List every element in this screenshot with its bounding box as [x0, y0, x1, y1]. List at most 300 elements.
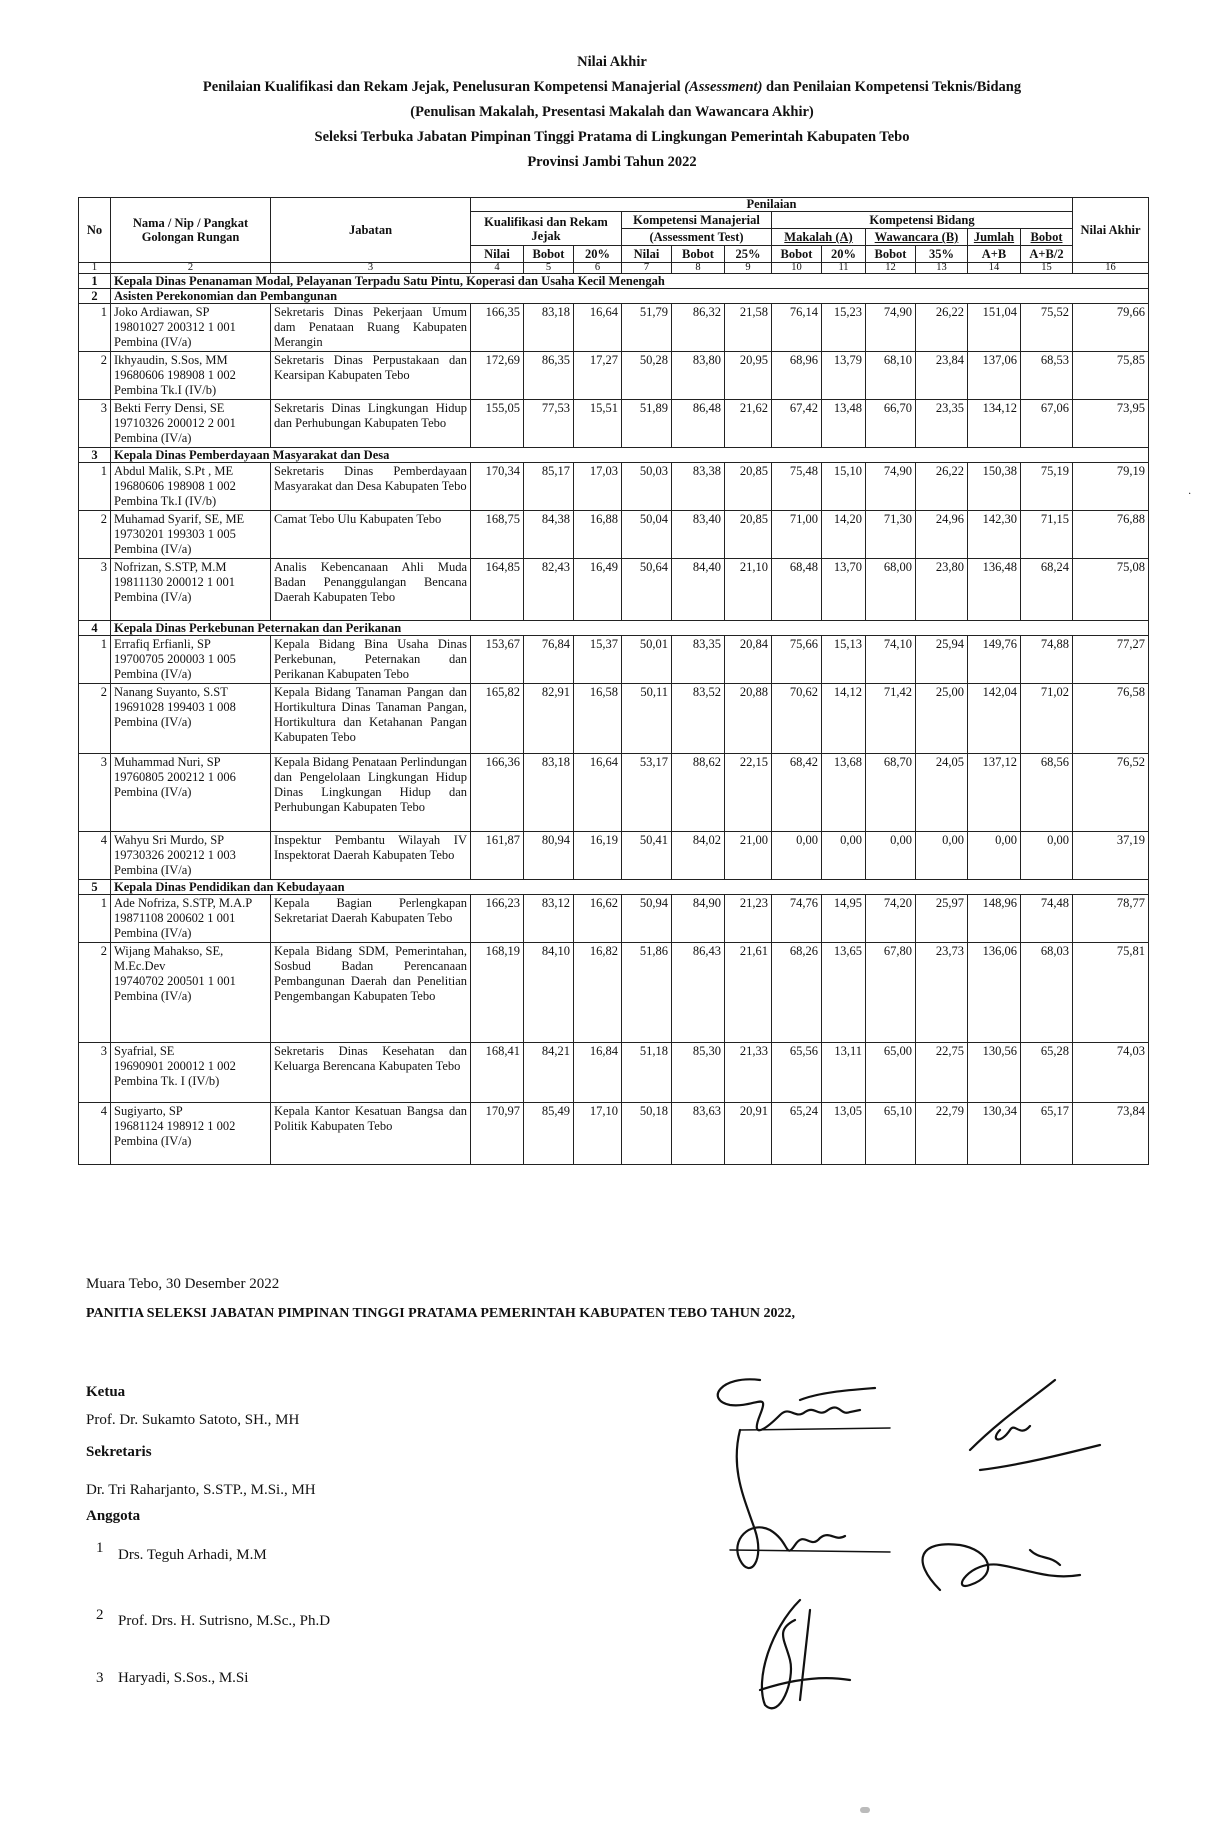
score-cell: 136,48	[968, 559, 1021, 621]
score-cell: 80,94	[524, 832, 574, 880]
header-sub-8: Bobot	[866, 246, 916, 263]
candidate-nip: 19730326 200212 1 003	[114, 848, 236, 862]
score-cell: 0,00	[866, 832, 916, 880]
score-cell: 50,11	[622, 684, 672, 754]
row-number: 2	[79, 352, 111, 400]
score-cell: 50,28	[622, 352, 672, 400]
score-cell: 74,90	[866, 304, 916, 352]
final-score: 76,58	[1073, 684, 1149, 754]
header-kualifikasi: Kualifikasi dan Rekam Jejak	[471, 212, 622, 246]
column-index: 14	[968, 263, 1021, 274]
header-penilaian: Penilaian	[471, 198, 1073, 212]
score-cell: 67,80	[866, 943, 916, 1043]
score-cell: 21,62	[725, 400, 772, 448]
candidate-position: Kepala Bagian Perlengkapan Sekretariat Daerah Kabupaten Tebo	[271, 895, 471, 943]
header-sub-2: 20%	[574, 246, 622, 263]
score-cell: 68,70	[866, 754, 916, 832]
candidate-rank: Pembina (IV/a)	[114, 335, 192, 349]
sekretaris-label: Sekretaris	[86, 1444, 152, 1460]
score-cell: 83,18	[524, 304, 574, 352]
score-cell: 0,00	[968, 832, 1021, 880]
score-cell: 83,40	[672, 511, 725, 559]
score-cell: 23,80	[916, 559, 968, 621]
section-row	[79, 880, 1149, 895]
score-cell: 21,23	[725, 895, 772, 943]
score-cell: 74,76	[772, 895, 822, 943]
candidate-position: Sekretaris Dinas Perpustakaan dan Kearsipan Kabupaten Tebo	[271, 352, 471, 400]
score-cell: 142,30	[968, 511, 1021, 559]
candidate-name: Bekti Ferry Densi, SE	[114, 401, 225, 415]
score-cell: 13,70	[822, 559, 866, 621]
score-cell: 22,75	[916, 1043, 968, 1103]
table-row	[79, 684, 1149, 754]
candidate-nip: 19680606 198908 1 002	[114, 479, 236, 493]
score-cell: 86,32	[672, 304, 725, 352]
signature-sekretaris	[970, 1380, 1100, 1470]
row-number: 2	[79, 943, 111, 1043]
score-cell: 83,63	[672, 1103, 725, 1165]
table-row	[79, 636, 1149, 684]
row-number: 1	[79, 304, 111, 352]
score-cell: 67,42	[772, 400, 822, 448]
candidate-cell	[111, 463, 271, 511]
section-title: Kepala Dinas Perkebunan Peternakan dan Perikanan	[111, 621, 1149, 636]
signature-ketua	[718, 1379, 875, 1430]
score-cell: 84,21	[524, 1043, 574, 1103]
candidate-name: Sugiyarto, SP	[114, 1104, 183, 1118]
candidate-name: Joko Ardiawan, SP	[114, 305, 210, 319]
score-cell: 13,79	[822, 352, 866, 400]
score-cell: 16,62	[574, 895, 622, 943]
document-title-block	[0, 50, 1224, 175]
score-cell: 24,96	[916, 511, 968, 559]
score-cell: 50,64	[622, 559, 672, 621]
score-cell: 151,04	[968, 304, 1021, 352]
score-cell: 71,30	[866, 511, 916, 559]
score-cell: 161,87	[471, 832, 524, 880]
table-row	[79, 754, 1149, 832]
anggota-label: Anggota	[86, 1508, 141, 1524]
section-title: Kepala Dinas Pemberdayaan Masyarakat dan Desa	[111, 448, 1149, 463]
row-number: 4	[79, 832, 111, 880]
score-cell: 70,62	[772, 684, 822, 754]
score-cell: 20,91	[725, 1103, 772, 1165]
candidate-rank: Pembina (IV/a)	[114, 715, 192, 729]
score-cell: 137,06	[968, 352, 1021, 400]
header-sub-3: Nilai	[622, 246, 672, 263]
title-line-3: (Penulisan Makalah, Presentasi Makalah dan Wawancara Akhir)	[410, 104, 814, 120]
title-line-2: Penilaian Kualifikasi dan Rekam Jejak, Penelusuran Kompetensi Manajerial (Assessment) dan Penilaian Kompetensi Teknis/Bidang	[202, 79, 1022, 95]
candidate-cell	[111, 636, 271, 684]
score-cell: 16,49	[574, 559, 622, 621]
candidate-nip: 19700705 200003 1 005	[114, 652, 236, 666]
score-cell: 23,84	[916, 352, 968, 400]
score-cell: 22,79	[916, 1103, 968, 1165]
score-cell: 13,05	[822, 1103, 866, 1165]
score-cell: 23,35	[916, 400, 968, 448]
final-score: 76,88	[1073, 511, 1149, 559]
candidate-name: Abdul Malik, S.Pt , ME	[114, 464, 234, 478]
header-kompetensi-manajerial: Kompetensi Manajerial	[622, 212, 772, 229]
table-row	[79, 1103, 1149, 1165]
score-cell: 74,10	[866, 636, 916, 684]
table-row	[79, 1043, 1149, 1103]
column-index: 10	[772, 263, 822, 274]
score-cell: 16,64	[574, 754, 622, 832]
score-cell: 20,88	[725, 684, 772, 754]
score-cell: 83,80	[672, 352, 725, 400]
member-name: Haryadi, S.Sos., M.Si	[118, 1670, 249, 1686]
candidate-cell	[111, 559, 271, 621]
signature-anggota-3	[760, 1600, 850, 1708]
score-cell: 77,53	[524, 400, 574, 448]
score-cell: 74,88	[1021, 636, 1073, 684]
score-cell: 20,84	[725, 636, 772, 684]
score-cell: 68,53	[1021, 352, 1073, 400]
candidate-name: Muhammad Nuri, SP	[114, 755, 221, 769]
row-number: 3	[79, 559, 111, 621]
candidate-rank: Pembina (IV/a)	[114, 590, 192, 604]
header-sub-10: A+B	[968, 246, 1021, 263]
score-cell: 75,52	[1021, 304, 1073, 352]
header-makalah: Makalah (A)	[772, 229, 866, 246]
score-cell: 76,84	[524, 636, 574, 684]
score-cell: 0,00	[916, 832, 968, 880]
score-cell: 170,34	[471, 463, 524, 511]
candidate-position: Sekretaris Dinas Lingkungan Hidup dan Perhubungan Kabupaten Tebo	[271, 400, 471, 448]
score-cell: 65,00	[866, 1043, 916, 1103]
signatures	[700, 1360, 1140, 1720]
score-cell: 166,36	[471, 754, 524, 832]
score-cell: 85,17	[524, 463, 574, 511]
candidate-name: Ikhyaudin, S.Sos, MM	[114, 353, 228, 367]
column-index: 3	[271, 263, 471, 274]
section-number: 2	[79, 289, 111, 304]
score-cell: 85,49	[524, 1103, 574, 1165]
score-cell: 0,00	[822, 832, 866, 880]
score-cell: 16,19	[574, 832, 622, 880]
score-cell: 20,85	[725, 463, 772, 511]
candidate-cell	[111, 352, 271, 400]
candidate-rank: Pembina (IV/a)	[114, 667, 192, 681]
row-number: 1	[79, 895, 111, 943]
score-cell: 85,30	[672, 1043, 725, 1103]
header-sub-9: 35%	[916, 246, 968, 263]
scan-mark: ․	[1188, 486, 1192, 497]
score-cell: 68,42	[772, 754, 822, 832]
table-row	[79, 352, 1149, 400]
score-cell: 50,41	[622, 832, 672, 880]
member-name: Drs. Teguh Arhadi, M.M	[118, 1547, 267, 1563]
score-cell: 15,23	[822, 304, 866, 352]
score-cell: 51,18	[622, 1043, 672, 1103]
score-cell: 88,62	[672, 754, 725, 832]
score-cell: 166,23	[471, 895, 524, 943]
score-cell: 148,96	[968, 895, 1021, 943]
score-cell: 51,79	[622, 304, 672, 352]
score-cell: 16,82	[574, 943, 622, 1043]
row-number: 3	[79, 1043, 111, 1103]
section-number: 4	[79, 621, 111, 636]
score-cell: 74,20	[866, 895, 916, 943]
score-cell: 66,70	[866, 400, 916, 448]
score-cell: 15,13	[822, 636, 866, 684]
score-cell: 134,12	[968, 400, 1021, 448]
column-index: 15	[1021, 263, 1073, 274]
final-score: 75,08	[1073, 559, 1149, 621]
column-index: 13	[916, 263, 968, 274]
score-cell: 50,04	[622, 511, 672, 559]
score-cell: 168,41	[471, 1043, 524, 1103]
score-cell: 26,22	[916, 463, 968, 511]
score-cell: 65,24	[772, 1103, 822, 1165]
score-cell: 21,58	[725, 304, 772, 352]
candidate-name: Wijang Mahakso, SE, M.Ec.Dev	[114, 944, 224, 973]
candidate-rank: Pembina (IV/a)	[114, 1134, 192, 1148]
candidate-nip: 19680606 198908 1 002	[114, 368, 236, 382]
candidate-cell	[111, 511, 271, 559]
candidate-rank: Pembina (IV/a)	[114, 863, 192, 877]
row-number: 2	[79, 511, 111, 559]
score-cell: 22,15	[725, 754, 772, 832]
column-index: 6	[574, 263, 622, 274]
column-index: 9	[725, 263, 772, 274]
table-row	[79, 463, 1149, 511]
row-number: 2	[79, 684, 111, 754]
final-score: 79,19	[1073, 463, 1149, 511]
score-cell: 83,38	[672, 463, 725, 511]
column-index: 12	[866, 263, 916, 274]
member-number: 3	[96, 1670, 104, 1686]
header-sub-7: 20%	[822, 246, 866, 263]
score-cell: 68,00	[866, 559, 916, 621]
score-cell: 24,05	[916, 754, 968, 832]
header-index-row	[79, 263, 1149, 274]
header-nama: Nama / Nip / Pangkat Golongan Rungan	[111, 198, 271, 263]
section-title: Kepala Dinas Penanaman Modal, Pelayanan Terpadu Satu Pintu, Koperasi dan Usaha Kecil Menengah	[111, 274, 1149, 289]
member-number: 2	[96, 1607, 104, 1623]
candidate-name: Muhamad Syarif, SE, ME	[114, 512, 245, 526]
header-kompetensi-bidang: Kompetensi Bidang	[772, 212, 1073, 229]
section-row	[79, 448, 1149, 463]
score-cell: 71,15	[1021, 511, 1073, 559]
row-number: 4	[79, 1103, 111, 1165]
candidate-position: Kepala Kantor Kesatuan Bangsa dan Politik Kabupaten Tebo	[271, 1103, 471, 1165]
score-cell: 16,84	[574, 1043, 622, 1103]
candidate-cell	[111, 943, 271, 1043]
header-nilai-akhir: Nilai Akhir	[1073, 198, 1149, 263]
row-number: 1	[79, 636, 111, 684]
header-no: No	[79, 198, 111, 263]
score-cell: 75,19	[1021, 463, 1073, 511]
score-cell: 16,58	[574, 684, 622, 754]
score-cell: 25,00	[916, 684, 968, 754]
candidate-position: Kepala Bidang Penataan Perlindungan dan Pengelolaan Lingkungan Hidup Dinas Lingkungan Hidup dan Perhubungan Kabupaten Tebo	[271, 754, 471, 832]
candidate-cell	[111, 1103, 271, 1165]
score-cell: 50,18	[622, 1103, 672, 1165]
score-cell: 20,85	[725, 511, 772, 559]
candidate-rank: Pembina Tk. I (IV/b)	[114, 1074, 220, 1088]
final-score: 78,77	[1073, 895, 1149, 943]
score-cell: 84,40	[672, 559, 725, 621]
scores-table-wrapper	[78, 197, 1148, 1165]
final-score: 77,27	[1073, 636, 1149, 684]
candidate-cell	[111, 832, 271, 880]
table-row	[79, 511, 1149, 559]
score-cell: 86,43	[672, 943, 725, 1043]
candidate-nip: 19681124 198912 1 002	[114, 1119, 236, 1133]
score-cell: 86,48	[672, 400, 725, 448]
final-score: 76,52	[1073, 754, 1149, 832]
score-cell: 137,12	[968, 754, 1021, 832]
score-cell: 65,28	[1021, 1043, 1073, 1103]
score-cell: 170,97	[471, 1103, 524, 1165]
score-cell: 65,17	[1021, 1103, 1073, 1165]
score-cell: 164,85	[471, 559, 524, 621]
candidate-name: Wahyu Sri Murdo, SP	[114, 833, 225, 847]
score-cell: 21,61	[725, 943, 772, 1043]
score-cell: 15,37	[574, 636, 622, 684]
score-cell: 84,38	[524, 511, 574, 559]
score-cell: 13,68	[822, 754, 866, 832]
candidate-name: Errafiq Erfianli, SP	[114, 637, 211, 651]
table-row	[79, 304, 1149, 352]
section-row	[79, 274, 1149, 289]
section-title: Kepala Dinas Pendidikan dan Kebudayaan	[111, 880, 1149, 895]
score-cell: 71,02	[1021, 684, 1073, 754]
ketua-name: Prof. Dr. Sukamto Satoto, SH., MH	[86, 1412, 300, 1428]
final-score: 75,85	[1073, 352, 1149, 400]
table-body	[79, 274, 1149, 1165]
score-cell: 17,10	[574, 1103, 622, 1165]
score-cell: 68,48	[772, 559, 822, 621]
score-cell: 51,89	[622, 400, 672, 448]
score-cell: 26,22	[916, 304, 968, 352]
score-cell: 130,56	[968, 1043, 1021, 1103]
score-cell: 23,73	[916, 943, 968, 1043]
score-cell: 82,91	[524, 684, 574, 754]
section-title: Asisten Perekonomian dan Pembangunan	[111, 289, 1149, 304]
score-cell: 14,12	[822, 684, 866, 754]
candidate-position: Kepala Bidang Bina Usaha Dinas Perkebunan, Peternakan dan Perikanan Kabupaten Tebo	[271, 636, 471, 684]
candidate-position: Kepala Bidang SDM, Pemerintahan, Sosbud Badan Perencanaan Pembangunan Daerah dan Penelitian Pengembangan Kabupaten Tebo	[271, 943, 471, 1043]
candidate-name: Ade Nofriza, S.STP, M.A.P	[114, 896, 253, 910]
header-sub-0: Nilai	[471, 246, 524, 263]
candidate-rank: Pembina (IV/a)	[114, 785, 192, 799]
score-cell: 68,03	[1021, 943, 1073, 1043]
final-score: 37,19	[1073, 832, 1149, 880]
score-cell: 50,94	[622, 895, 672, 943]
column-index: 7	[622, 263, 672, 274]
column-index: 2	[111, 263, 271, 274]
section-number: 5	[79, 880, 111, 895]
candidate-cell	[111, 684, 271, 754]
score-cell: 75,66	[772, 636, 822, 684]
candidate-position: Sekretaris Dinas Kesehatan dan Keluarga Berencana Kabupaten Tebo	[271, 1043, 471, 1103]
header-jabatan: Jabatan	[271, 198, 471, 263]
header-jumlah: Jumlah	[968, 229, 1021, 246]
score-cell: 68,96	[772, 352, 822, 400]
candidate-position: Sekretaris Dinas Pekerjaan Umum dam Penataan Ruang Kabupaten Merangin	[271, 304, 471, 352]
candidate-nip: 19691028 199403 1 008	[114, 700, 236, 714]
header-sub-5: 25%	[725, 246, 772, 263]
candidate-rank: Pembina (IV/a)	[114, 989, 192, 1003]
candidate-nip: 19710326 200012 2 001	[114, 416, 236, 430]
score-cell: 83,35	[672, 636, 725, 684]
candidate-rank: Pembina Tk.I (IV/b)	[114, 383, 217, 397]
score-cell: 50,03	[622, 463, 672, 511]
score-cell: 142,04	[968, 684, 1021, 754]
section-row	[79, 621, 1149, 636]
final-score: 75,81	[1073, 943, 1149, 1043]
score-cell: 155,05	[471, 400, 524, 448]
candidate-position: Kepala Bidang Tanaman Pangan dan Hortikultura Dinas Tanaman Pangan, Hortikultura dan Ketahanan Pangan Kabupaten Tebo	[271, 684, 471, 754]
column-index: 8	[672, 263, 725, 274]
signature-anggota-2	[923, 1544, 1080, 1590]
score-cell: 168,75	[471, 511, 524, 559]
score-cell: 14,95	[822, 895, 866, 943]
table-row	[79, 559, 1149, 621]
candidate-nip: 19871108 200602 1 001	[114, 911, 236, 925]
score-cell: 84,90	[672, 895, 725, 943]
candidate-position: Analis Kebencanaan Ahli Muda Badan Penanggulangan Bencana Daerah Kabupaten Tebo	[271, 559, 471, 621]
row-number: 3	[79, 400, 111, 448]
candidate-name: Nanang Suyanto, S.ST	[114, 685, 228, 699]
table-row	[79, 832, 1149, 880]
score-cell: 166,35	[471, 304, 524, 352]
header-wawancara: Wawancara (B)	[866, 229, 968, 246]
score-cell: 74,48	[1021, 895, 1073, 943]
score-cell: 68,26	[772, 943, 822, 1043]
score-cell: 82,43	[524, 559, 574, 621]
score-cell: 83,18	[524, 754, 574, 832]
score-cell: 76,14	[772, 304, 822, 352]
candidate-cell	[111, 754, 271, 832]
section-row	[79, 289, 1149, 304]
header-bobot-ab: Bobot	[1021, 229, 1073, 246]
table-row	[79, 943, 1149, 1043]
final-score: 73,95	[1073, 400, 1149, 448]
score-cell: 83,12	[524, 895, 574, 943]
score-cell: 0,00	[772, 832, 822, 880]
committee-title: PANITIA SELEKSI JABATAN PIMPINAN TINGGI PRATAMA PEMERINTAH KABUPATEN TEBO TAHUN 2022,	[86, 1306, 796, 1321]
score-cell: 51,86	[622, 943, 672, 1043]
final-score: 79,66	[1073, 304, 1149, 352]
score-cell: 25,97	[916, 895, 968, 943]
score-cell: 130,34	[968, 1103, 1021, 1165]
candidate-name: Nofrizan, S.STP, M.M	[114, 560, 227, 574]
candidate-position: Camat Tebo Ulu Kabupaten Tebo	[271, 511, 471, 559]
title-line-5: Provinsi Jambi Tahun 2022	[527, 154, 697, 170]
candidate-rank: Pembina (IV/a)	[114, 542, 192, 556]
column-index: 11	[822, 263, 866, 274]
candidate-position: Inspektur Pembantu Wilayah IV Inspektorat Daerah Kabupaten Tebo	[271, 832, 471, 880]
candidate-nip: 19730201 199303 1 005	[114, 527, 236, 541]
score-cell: 16,88	[574, 511, 622, 559]
candidate-cell	[111, 1043, 271, 1103]
candidate-nip: 19760805 200212 1 006	[114, 770, 236, 784]
score-cell: 149,76	[968, 636, 1021, 684]
score-cell: 153,67	[471, 636, 524, 684]
header-sub-6: Bobot	[772, 246, 822, 263]
score-cell: 21,00	[725, 832, 772, 880]
table-row	[79, 895, 1149, 943]
score-cell: 136,06	[968, 943, 1021, 1043]
table-header	[79, 198, 1149, 274]
header-sub-4: Bobot	[672, 246, 725, 263]
member-number: 1	[96, 1540, 104, 1556]
score-cell: 16,64	[574, 304, 622, 352]
